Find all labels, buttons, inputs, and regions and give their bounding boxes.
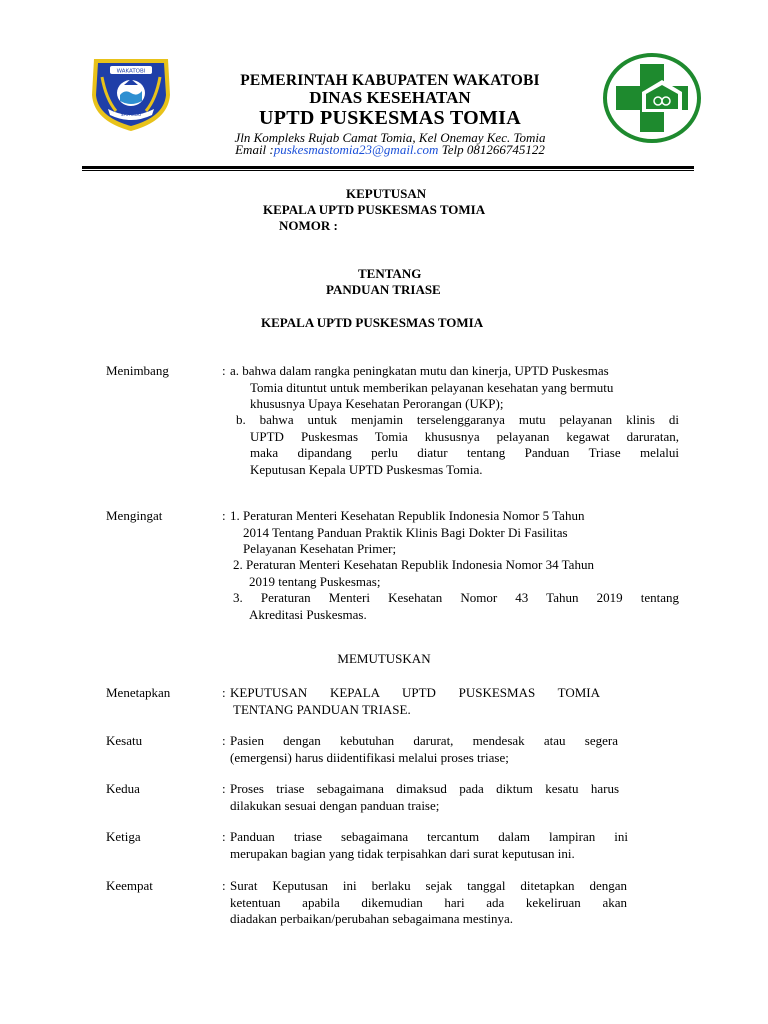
keempat-line-3: diadakan perbaikan/perubahan sebagaimana mestinya. xyxy=(230,911,513,926)
title-subject: PANDUAN TRIASE xyxy=(326,282,441,297)
menimbang-a-line-1: a. bahwa dalam rangka peningkatan mutu dan kinerja, UPTD Puskesmas xyxy=(230,363,609,378)
header-address: Jln Kompleks Rujab Camat Tomia, Kel Onemay Kec. Tomia xyxy=(234,130,546,145)
keempat-label: Keempat xyxy=(106,878,153,893)
logo-bottom-ribbon-text: SAYAKOU xyxy=(120,113,142,118)
mengingat-2-line-2: 2019 tentang Puskesmas; xyxy=(249,573,381,589)
ketiga-colon: : xyxy=(222,829,226,844)
kesatu-line-2: (emergensi) harus diidentifikasi melalui proses triase; xyxy=(230,749,509,765)
header-contact-line xyxy=(180,142,600,158)
mengingat-2-line-1: 2. Peraturan Menteri Kesehatan Republik Indonesia Nomor 34 Tahun xyxy=(233,557,594,572)
kedua-line-2: dilakukan sesuai dengan panduan traise; xyxy=(230,797,440,813)
mengingat-label: Mengingat xyxy=(106,508,163,523)
ketiga-text xyxy=(230,829,628,862)
header-divider-thin xyxy=(82,170,694,171)
mengingat-3-line-1: 3. Peraturan Menteri Kesehatan Nomor 43 Tahun 2019 tentang xyxy=(233,590,679,605)
mengingat-item-1 xyxy=(230,508,678,558)
menimbang-b-line-2: UPTD Puskesmas Tomia khususnya pelayanan kegawat daruratan, xyxy=(250,428,679,444)
keempat-colon: : xyxy=(222,878,226,893)
menetapkan-line-1: KEPUTUSAN KEPALA UPTD PUSKESMAS TOMIA xyxy=(230,685,600,700)
mengingat-item-3 xyxy=(233,590,679,623)
kedua-label: Kedua xyxy=(106,781,140,796)
header-institution-name: UPTD PUSKESMAS TOMIA xyxy=(259,107,521,129)
header-government-line: PEMERINTAH KABUPATEN WAKATOBI xyxy=(240,72,540,89)
menimbang-b-line-1: b. bahwa untuk menjamin terselenggaranya mutu pelayanan klinis di xyxy=(236,412,679,427)
menimbang-b-line-3: maka dipandang perlu diatur tentang Panduan Triase melalui xyxy=(250,445,679,460)
kedua-colon: : xyxy=(222,781,226,796)
kesatu-colon: : xyxy=(222,733,226,748)
keempat-text xyxy=(230,878,627,928)
mengingat-1-line-2: 2014 Tentang Panduan Praktik Klinis Bagi Dokter Di Fasilitas xyxy=(243,524,568,540)
keempat-line-2: ketentuan apabila dikemudian hari ada kekeliruan akan xyxy=(230,894,627,910)
ketiga-label: Ketiga xyxy=(106,829,141,844)
mengingat-item-2 xyxy=(233,557,679,590)
menimbang-b-line-4: Keputusan Kepala UPTD Puskesmas Tomia. xyxy=(250,461,483,477)
title-tentang: TENTANG xyxy=(358,266,422,281)
email-link[interactable]: puskesmastomia23@gmail.com xyxy=(273,142,439,157)
phone-number: Telp 081266745122 xyxy=(438,142,545,157)
kesatu-line-1: Pasien dengan kebutuhan darurat, mendesak atau segera xyxy=(230,733,618,748)
ketiga-line-2: merupakan bagian yang tidak terpisahkan dari surat keputusan ini. xyxy=(230,845,575,861)
menimbang-a-line-3: khususnya Upaya Kesehatan Perorangan (UKP); xyxy=(250,396,504,411)
mengingat-3-line-2: Akreditasi Puskesmas. xyxy=(249,606,367,622)
menetapkan-text xyxy=(230,685,600,718)
menetapkan-label: Menetapkan xyxy=(106,685,171,700)
mengingat-colon: : xyxy=(222,508,226,523)
menimbang-colon: : xyxy=(222,363,226,378)
header-divider-thick xyxy=(82,166,694,169)
header-department-line: DINAS KESEHATAN xyxy=(309,88,471,107)
mengingat-1-line-1: 1. Peraturan Menteri Kesehatan Republik Indonesia Nomor 5 Tahun xyxy=(230,508,585,523)
email-label: Email : xyxy=(235,142,274,157)
kedua-text xyxy=(230,781,619,814)
keempat-line-1: Surat Keputusan ini berlaku sejak tanggal ditetapkan dengan xyxy=(230,878,627,893)
title-issuer: KEPALA UPTD PUSKESMAS TOMIA xyxy=(261,315,484,330)
menimbang-a-line-2: Tomia dituntut untuk memberikan pelayanan kesehatan yang bermutu xyxy=(250,379,614,395)
kesatu-label: Kesatu xyxy=(106,733,143,748)
menimbang-point-a xyxy=(230,363,678,413)
title-kepala: KEPALA UPTD PUSKESMAS TOMIA xyxy=(263,202,486,217)
kedua-line-1: Proses triase sebagaimana dimaksud pada diktum kesatu harus xyxy=(230,781,619,796)
puskesmas-cross-logo xyxy=(602,52,702,144)
ketiga-line-1: Panduan triase sebagaimana tercantum dalam lampiran ini xyxy=(230,829,628,844)
kesatu-text xyxy=(230,733,618,766)
menimbang-label: Menimbang xyxy=(106,363,169,378)
wakatobi-emblem-logo xyxy=(88,55,174,133)
logo-top-ribbon-text: WAKATOBI xyxy=(116,68,146,75)
menimbang-point-b xyxy=(236,412,679,478)
title-nomor: NOMOR : xyxy=(279,218,338,233)
mengingat-1-line-3: Pelayanan Kesehatan Primer; xyxy=(243,541,397,556)
title-keputusan: KEPUTUSAN xyxy=(346,186,427,201)
menetapkan-line-2: TENTANG PANDUAN TRIASE. xyxy=(233,701,411,717)
memutuskan-heading: MEMUTUSKAN xyxy=(337,651,431,666)
menetapkan-colon: : xyxy=(222,685,226,700)
